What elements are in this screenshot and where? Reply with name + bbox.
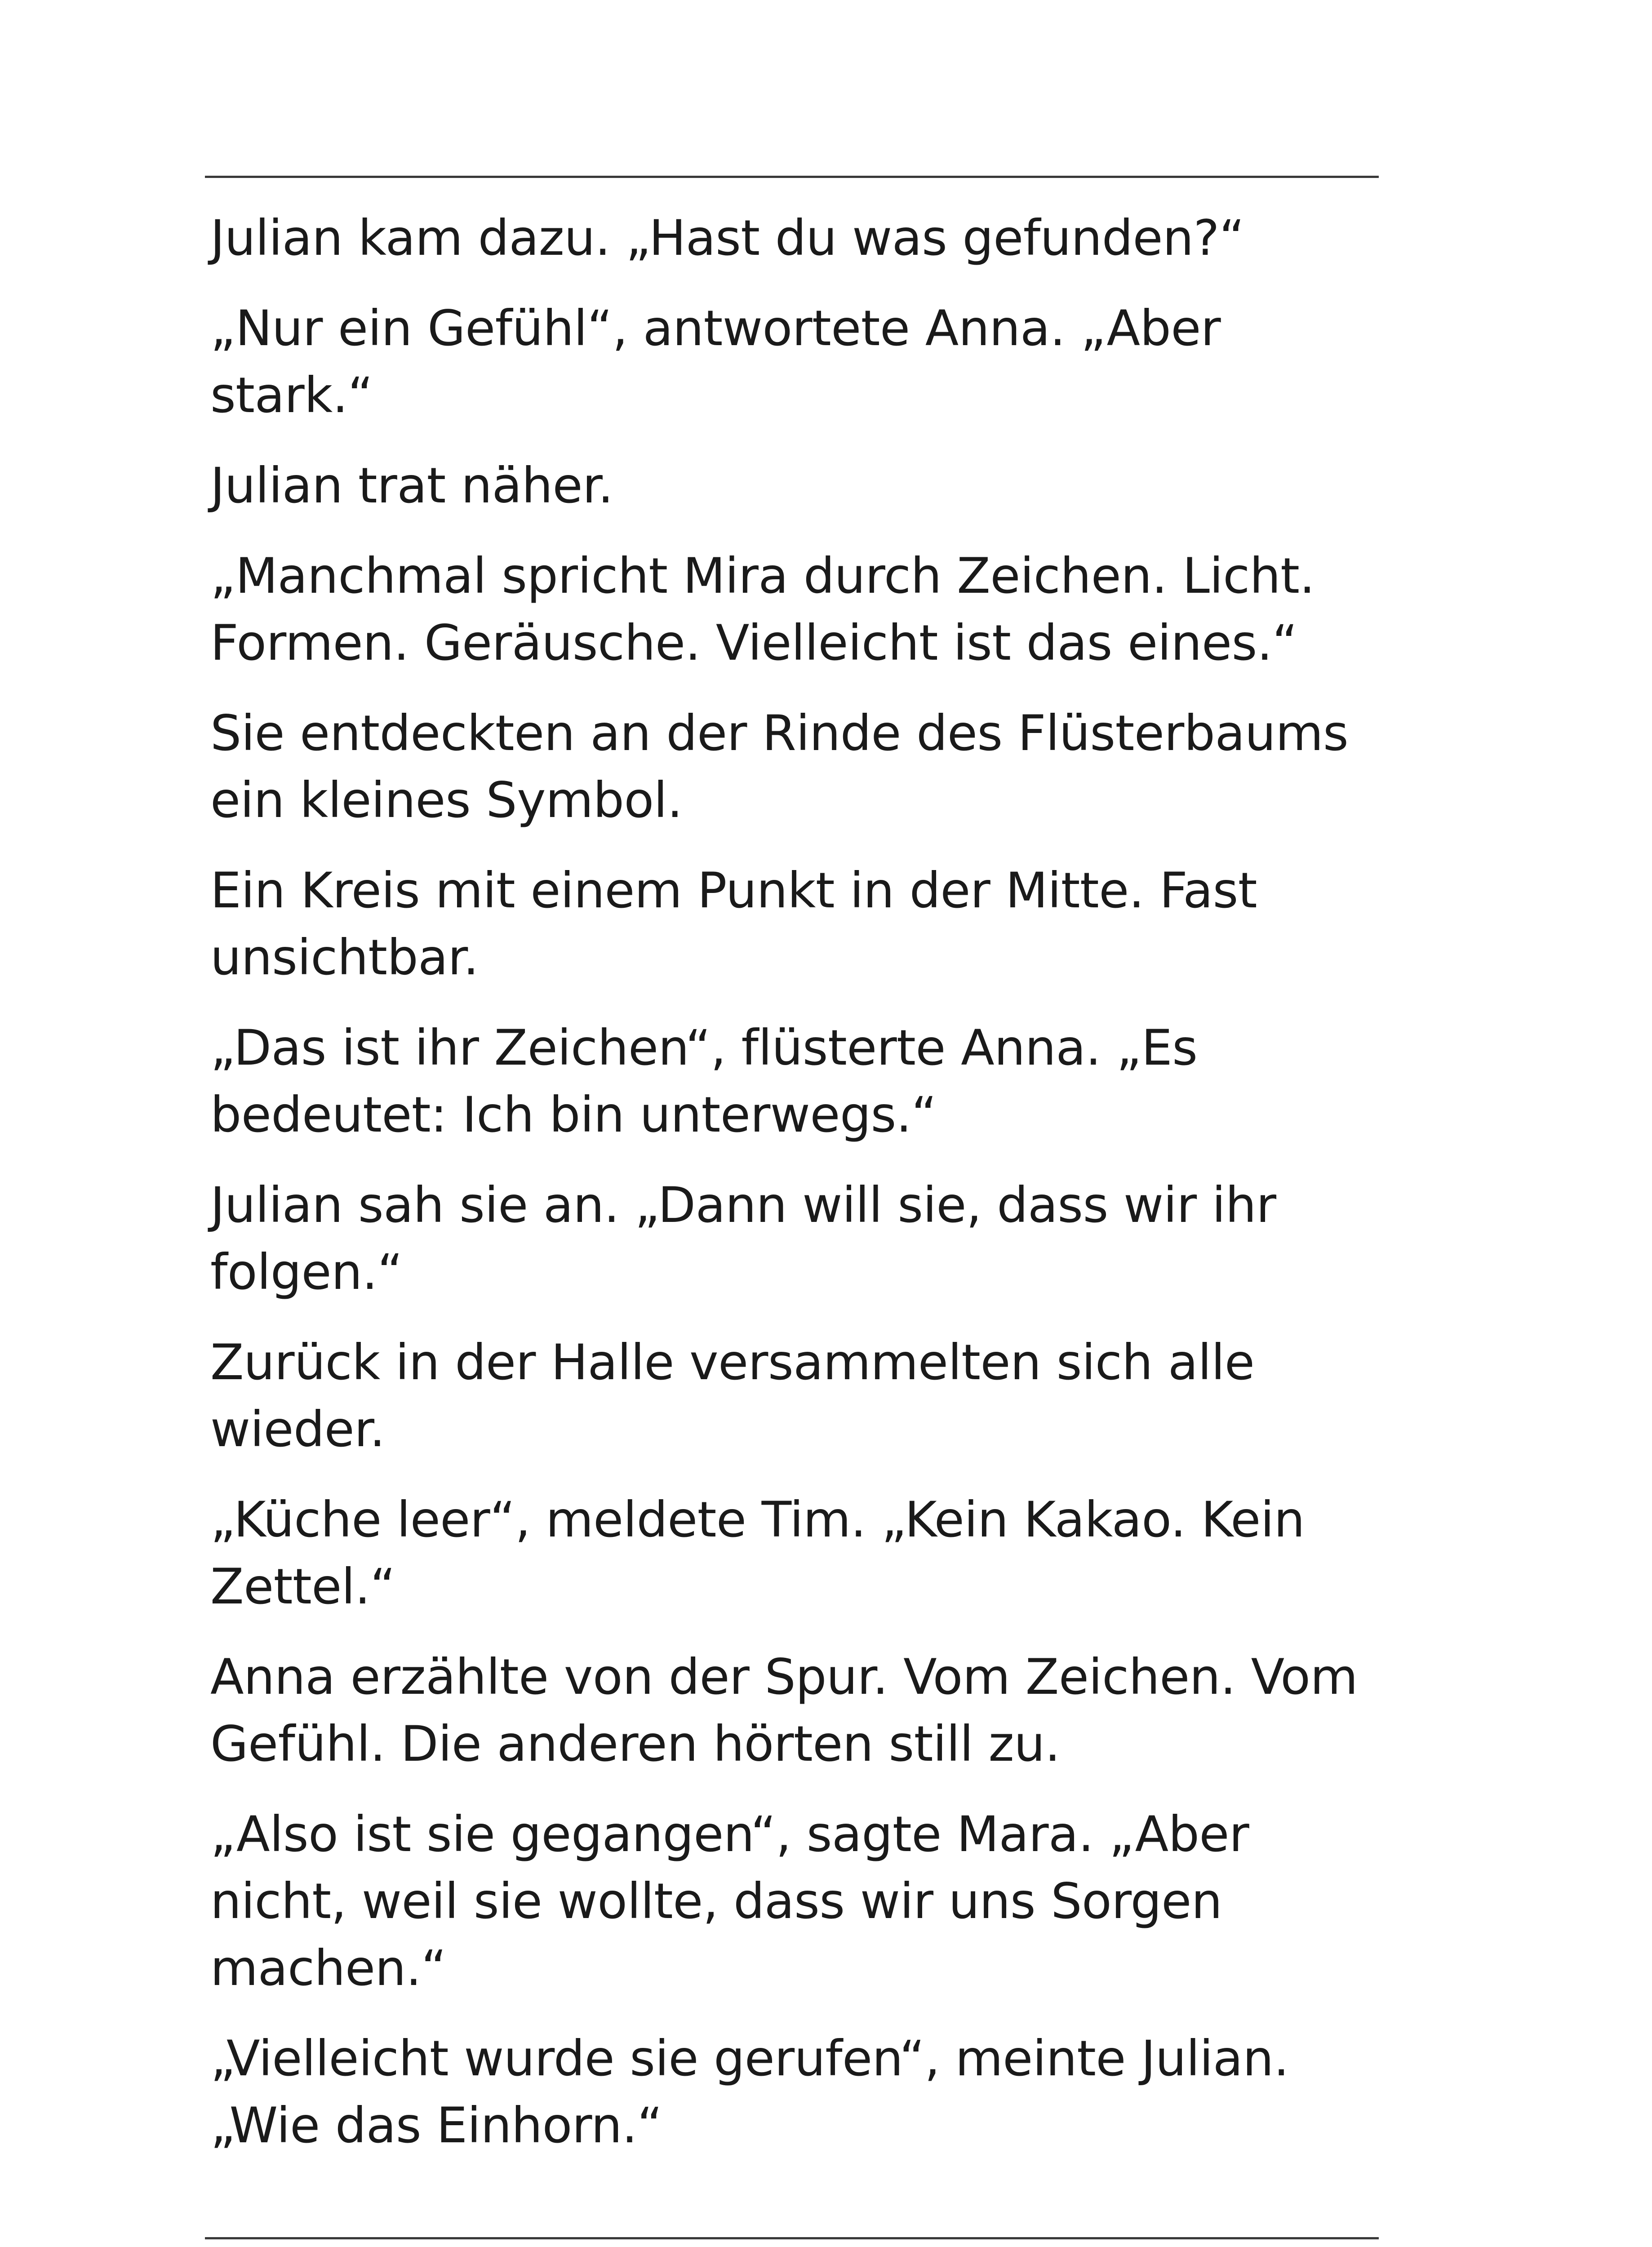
paragraph: Ein Kreis mit einem Punkt in der Mitte. Fast unsichtbar. [210,862,1257,986]
paragraph: „Manchmal spricht Mira durch Zeichen. Licht. Formen. Geräusche. Vielleicht ist das eines.“ [210,547,1315,671]
page-body [210,204,1365,2182]
paragraph: „Das ist ihr Zeichen“, flüsterte Anna. „Es bedeutet: Ich bin unterwegs.“ [210,1019,1198,1143]
paragraph: Zurück in der Halle versammelten sich alle wieder. [210,1334,1255,1458]
paragraph: Julian sah sie an. „Dann will sie, dass wir ihr folgen.“ [210,1177,1276,1301]
paragraph: „Also ist sie gegangen“, sagte Mara. „Aber nicht, weil sie wollte, dass wir uns Sorgen machen.“ [210,1806,1249,1997]
paragraph: „Vielleicht wurde sie gerufen“, meinte Julian. „Wie das Einhorn.“ [210,2030,1289,2154]
paragraph: Julian kam dazu. „Hast du was gefunden?“ [210,209,1244,266]
paragraph: Anna erzählte von der Spur. Vom Zeichen. Vom Gefühl. Die anderen hörten still zu. [210,1648,1358,1772]
footer-rule [205,2237,1379,2239]
paragraph: „Küche leer“, meldete Tim. „Kein Kakao. Kein Zettel.“ [210,1491,1305,1615]
paragraph: Julian trat näher. [210,457,613,514]
header-rule [205,176,1379,178]
paragraph: „Nur ein Gefühl“, antwortete Anna. „Aber stark.“ [210,300,1221,424]
paragraph: Sie entdeckten an der Rinde des Flüsterbaums ein kleines Symbol. [210,705,1349,829]
